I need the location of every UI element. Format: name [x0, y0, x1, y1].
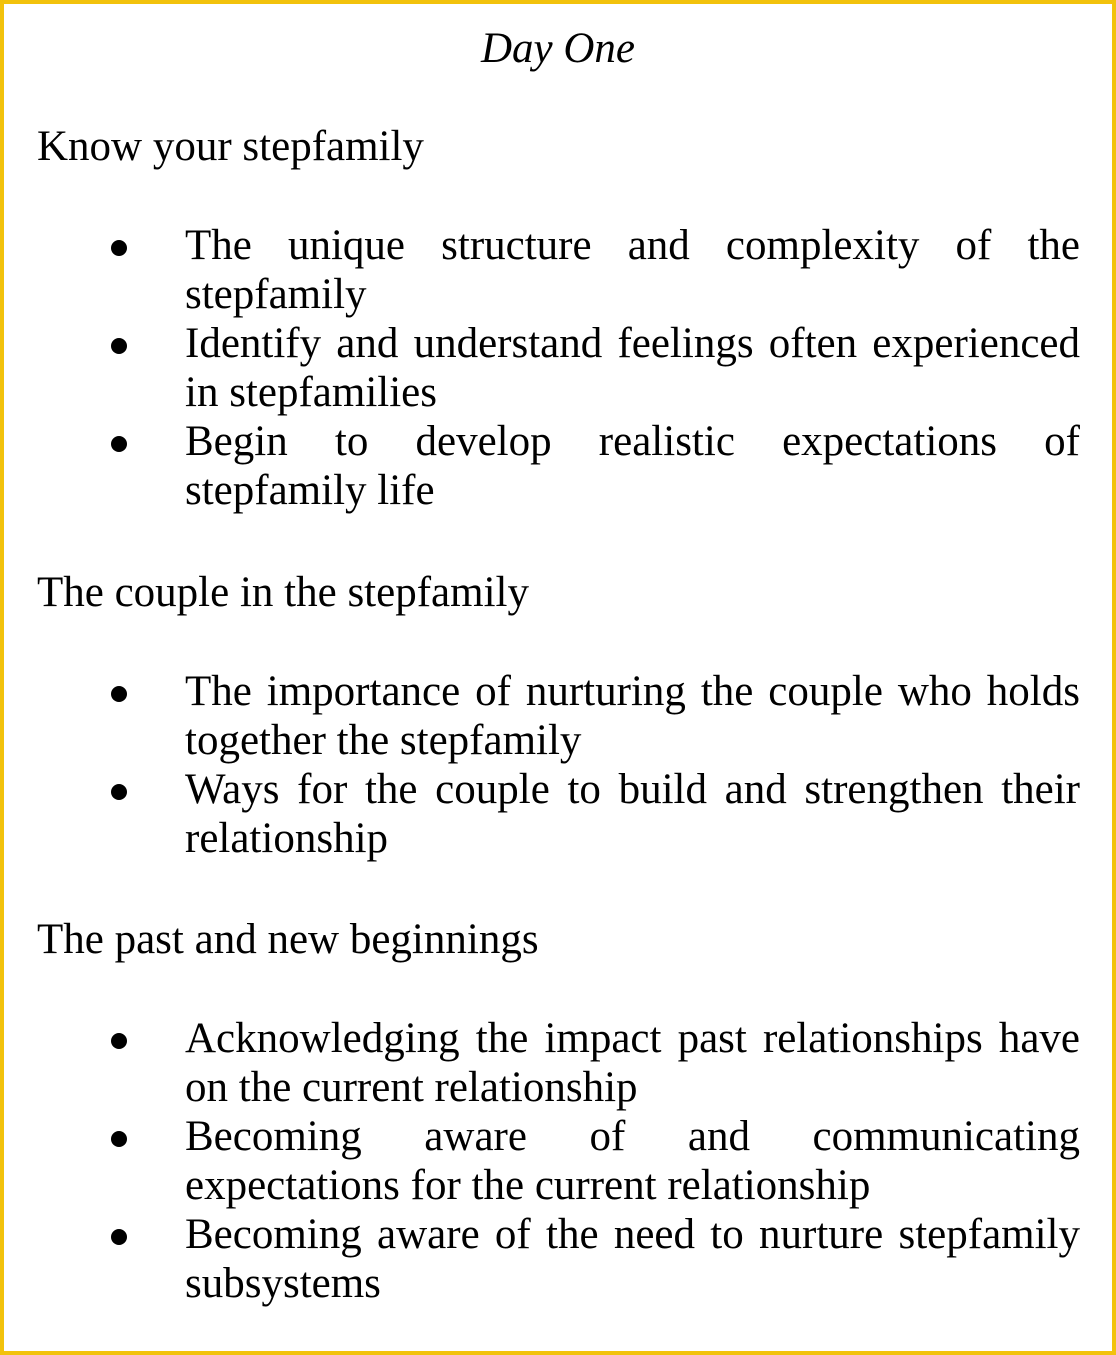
- bullet-icon: [111, 1033, 127, 1049]
- list-item-text: Identify and understand feelings often experienced in stepfamilies: [185, 320, 1080, 416]
- bullet-icon: [111, 686, 127, 702]
- list-item-text: Begin to develop realistic expectations of stepfamily life: [185, 418, 1080, 514]
- bullet-list: [37, 1014, 1080, 1308]
- bullet-icon: [111, 240, 127, 256]
- bullet-icon: [111, 784, 127, 800]
- list-item-text: Becoming aware of and communicating expectations for the current relationship: [185, 1113, 1080, 1209]
- list-item: [37, 1112, 1080, 1210]
- section-know-your-stepfamily: [37, 122, 1080, 515]
- bullet-icon: [111, 338, 127, 354]
- list-item: [37, 1014, 1080, 1112]
- section-heading: Know your stepfamily: [37, 123, 424, 170]
- list-item-text: Becoming aware of the need to nurture stepfamily subsystems: [185, 1211, 1080, 1307]
- page-title: Day One: [480, 25, 636, 72]
- list-item: [37, 1210, 1080, 1308]
- bullet-icon: [111, 1131, 127, 1147]
- list-item: [37, 667, 1080, 765]
- list-item: [37, 417, 1080, 515]
- bullet-icon: [111, 436, 127, 452]
- list-item: [37, 221, 1080, 319]
- list-item: [37, 319, 1080, 417]
- list-item-text: The unique structure and complexity of the stepfamily: [185, 222, 1080, 318]
- list-item-text: Acknowledging the impact past relationships have on the current relationship: [185, 1015, 1080, 1111]
- section-couple-in-stepfamily: [37, 568, 1080, 863]
- section-heading: The past and new beginnings: [37, 916, 539, 963]
- list-item-text: The importance of nurturing the couple who holds together the stepfamily: [185, 668, 1080, 764]
- bullet-list: [37, 667, 1080, 863]
- list-item-text: Ways for the couple to build and strengthen their relationship: [185, 766, 1080, 862]
- bullet-list: [37, 221, 1080, 515]
- list-item: [37, 765, 1080, 863]
- section-past-and-new-beginnings: [37, 915, 1080, 1308]
- bullet-icon: [111, 1229, 127, 1245]
- section-heading: The couple in the stepfamily: [37, 569, 529, 616]
